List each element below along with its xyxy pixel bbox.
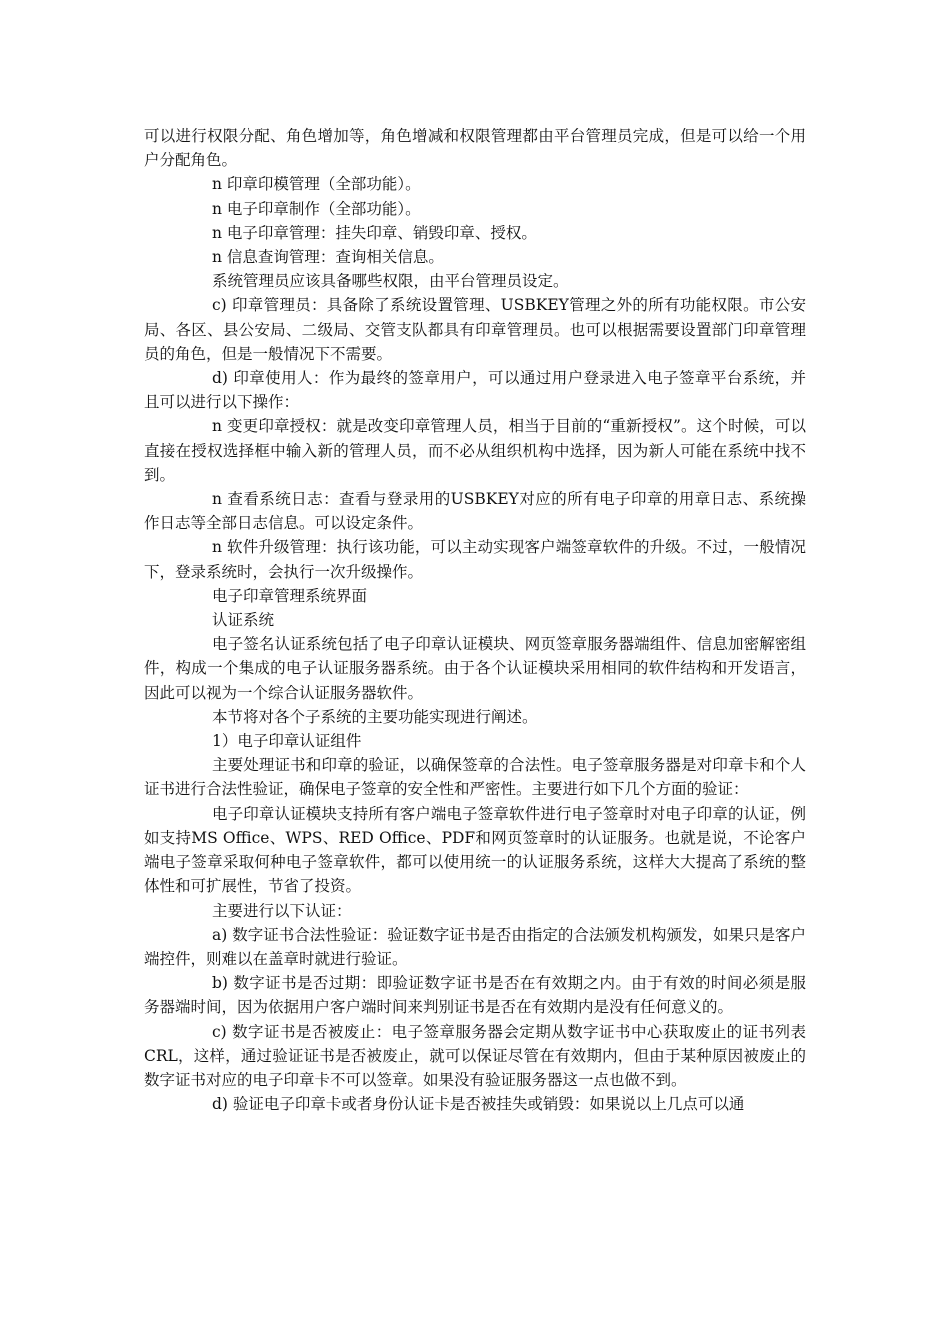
paragraph: 系统管理员应该具备哪些权限，由平台管理员设定。 — [212, 272, 569, 291]
list-item-c: c) 数字证书是否被废止：电子签章服务器会定期从数字证书中心获取废止的证书列表CRL，这样，通过验证证书是否被废止，就可以保证尽管在有效期内，但由于某种原因被废止的数字证书对应的电子印章卡不可以签章。如果没有验证服务器这一点也做不到。 — [144, 1022, 806, 1089]
section-heading: 电子印章管理系统界面 — [212, 586, 368, 605]
paragraph: 电子签名认证系统包括了电子印章认证模块、网页签章服务器端组件、信息加密解密组件，构成一个集成的电子认证服务器系统。由于各个认证模块采用相同的软件结构和开发语言，因此可以视为一个综合认证服务器软件。 — [144, 635, 806, 702]
bullet-item: n 查看系统日志：查看与登录用的USBKEY对应的所有电子印章的用章日志、系统操作日志等全部日志信息。可以设定条件。 — [144, 490, 806, 533]
bullet-item: n 电子印章制作（全部功能）。 — [212, 199, 421, 218]
document-body — [144, 124, 806, 1116]
paragraph: 本节将对各个子系统的主要功能实现进行阐述。 — [212, 707, 538, 726]
bullet-item: n 软件升级管理：执行该功能，可以主动实现客户端签章软件的升级。不过，一般情况下，登录系统时，会执行一次升级操作。 — [144, 538, 806, 581]
section-heading: 认证系统 — [212, 611, 275, 630]
bullet-item: n 变更印章授权：就是改变印章管理人员，相当于目前的“重新授权”。这个时候，可以直接在授权选择框中输入新的管理人员，而不必从组织机构中选择，因为新人可能在系统中找不到。 — [144, 417, 806, 484]
paragraph: 主要进行以下认证： — [212, 901, 352, 920]
subsection-heading: 1）电子印章认证组件 — [212, 732, 362, 751]
paragraph: 电子印章认证模块支持所有客户端电子签章软件进行电子签章时对电子印章的认证，例如支持MS Office、WPS、RED Office、PDF和网页签章时的认证服务。也就是说，不论客户端电子签章采取何种电子签章软件，都可以使用统一的认证服务系统，这样大大提高了系统的整体性和可扩展性，节省了投资。 — [144, 804, 806, 896]
list-item-d: d) 验证电子印章卡或者身份认证卡是否被挂失或销毁：如果说以上几点可以通 — [212, 1095, 745, 1114]
bullet-item: n 信息查询管理：查询相关信息。 — [212, 248, 444, 267]
paragraph: 主要处理证书和印章的验证，以确保签章的合法性。电子签章服务器是对印章卡和个人证书进行合法性验证，确保电子签章的安全性和严密性。主要进行如下几个方面的验证： — [144, 756, 806, 799]
list-item-c: c) 印章管理员：具备除了系统设置管理、USBKEY管理之外的所有功能权限。市公安局、各区、县公安局、二级局、交管支队都具有印章管理员。也可以根据需要设置部门印章管理员的角色，但是一般情况下不需要。 — [144, 296, 806, 363]
list-item-d: d) 印章使用人：作为最终的签章用户，可以通过用户登录进入电子签章平台系统，并且可以进行以下操作： — [144, 369, 806, 412]
paragraph: 可以进行权限分配、角色增加等，角色增减和权限管理都由平台管理员完成，但是可以给一个用户分配角色。 — [144, 127, 806, 170]
list-item-b: b) 数字证书是否过期：即验证数字证书是否在有效期之内。由于有效的时间必须是服务器端时间，因为依据用户客户端时间来判别证书是否在有效期内是没有任何意义的。 — [144, 974, 806, 1017]
bullet-item: n 电子印章管理：挂失印章、销毁印章、授权。 — [212, 223, 537, 242]
bullet-item: n 印章印模管理（全部功能）。 — [212, 175, 421, 194]
list-item-a: a) 数字证书合法性验证：验证数字证书是否由指定的合法颁发机构颁发，如果只是客户端控件，则难以在盖章时就进行验证。 — [144, 925, 806, 968]
